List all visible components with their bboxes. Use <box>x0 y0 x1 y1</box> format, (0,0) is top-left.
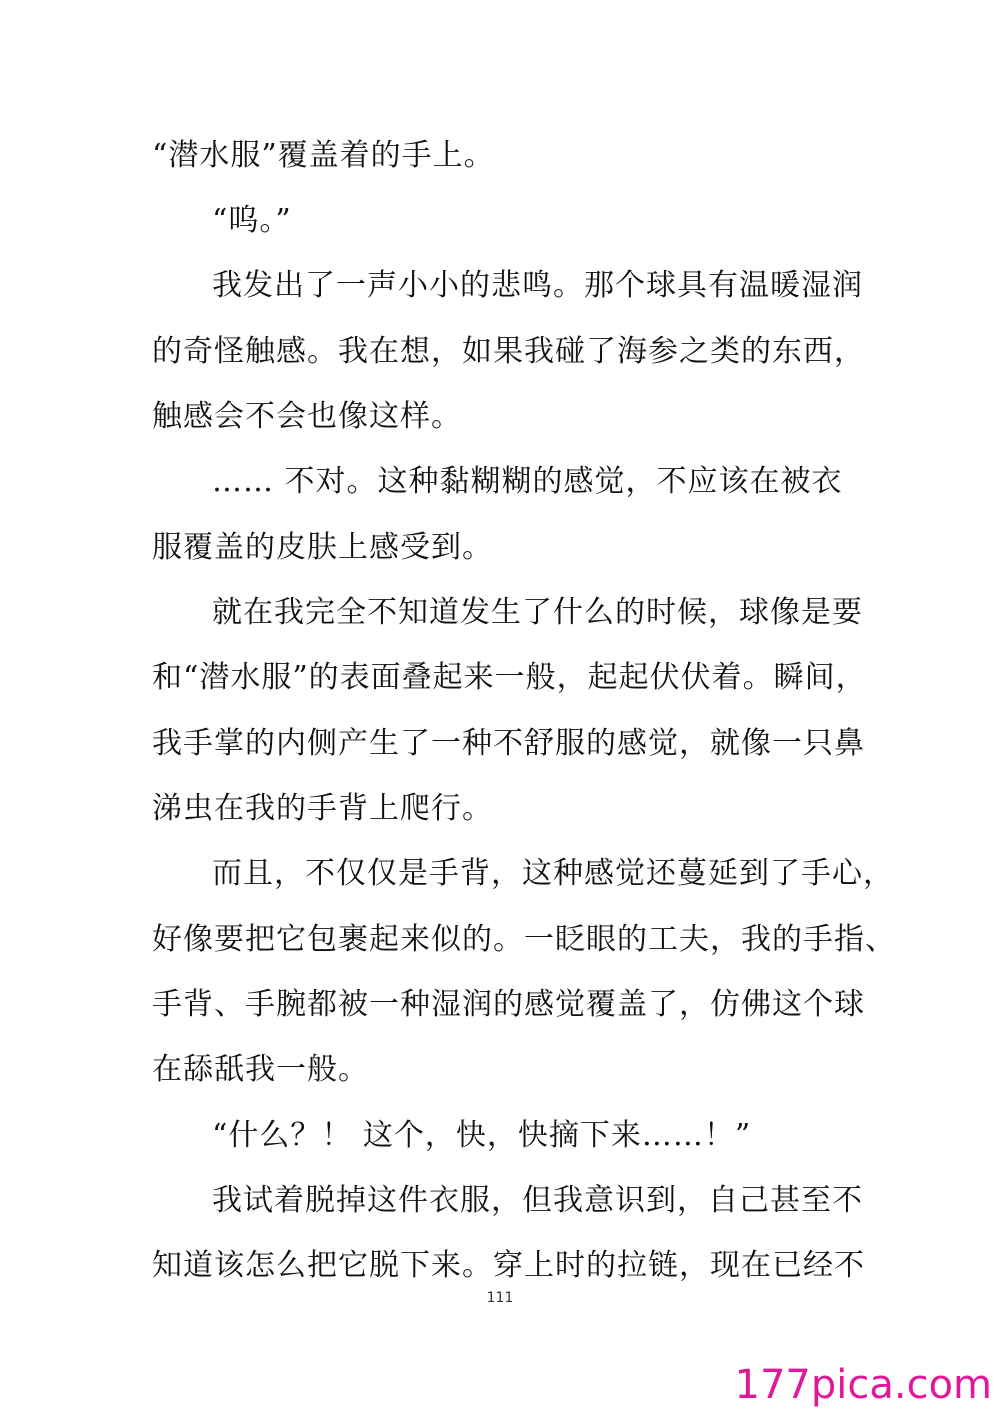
watermark: 177pica.com <box>734 1362 992 1408</box>
text-line: 服覆盖的皮肤上感受到。 <box>152 530 493 565</box>
text-line: 在舔舐我一般。 <box>152 1052 369 1087</box>
page-number: 111 <box>486 1290 514 1306</box>
text-line: 触感会不会也像这样。 <box>152 399 462 434</box>
text-line: 我试着脱掉这件衣服，但我意识到，自己甚至不 <box>212 1183 863 1218</box>
text-line: 的奇怪触感。我在想，如果我碰了海参之类的东西， <box>152 334 865 369</box>
text-line: 手背、手腕都被一种湿润的感觉覆盖了，仿佛这个球 <box>152 987 865 1022</box>
text-line: 涕虫在我的手背上爬行。 <box>152 791 493 826</box>
text-line: 知道该怎么把它脱下来。穿上时的拉链，现在已经不 <box>152 1248 865 1283</box>
text-line: …… 不对。这种黏糊糊的感觉，不应该在被衣 <box>212 464 843 499</box>
text-line: 和“潜水服”的表面叠起来一般，起起伏伏着。瞬间， <box>152 660 867 695</box>
text-line: 我发出了一声小小的悲鸣。那个球具有温暖湿润 <box>212 268 863 303</box>
text-line: “潜水服”覆盖着的手上。 <box>152 138 495 173</box>
text-line: “什么？！ 这个，快，快摘下来……！” <box>212 1118 752 1153</box>
text-line: 而且，不仅仅是手背，这种感觉还蔓延到了手心， <box>212 856 894 891</box>
text-line: “呜。” <box>212 203 292 238</box>
text-line: 就在我完全不知道发生了什么的时候，球像是要 <box>212 595 863 630</box>
text-line: 我手掌的内侧产生了一种不舒服的感觉，就像一只鼻 <box>152 726 865 761</box>
text-line: 好像要把它包裹起来似的。一眨眼的工夫，我的手指、 <box>152 922 896 957</box>
